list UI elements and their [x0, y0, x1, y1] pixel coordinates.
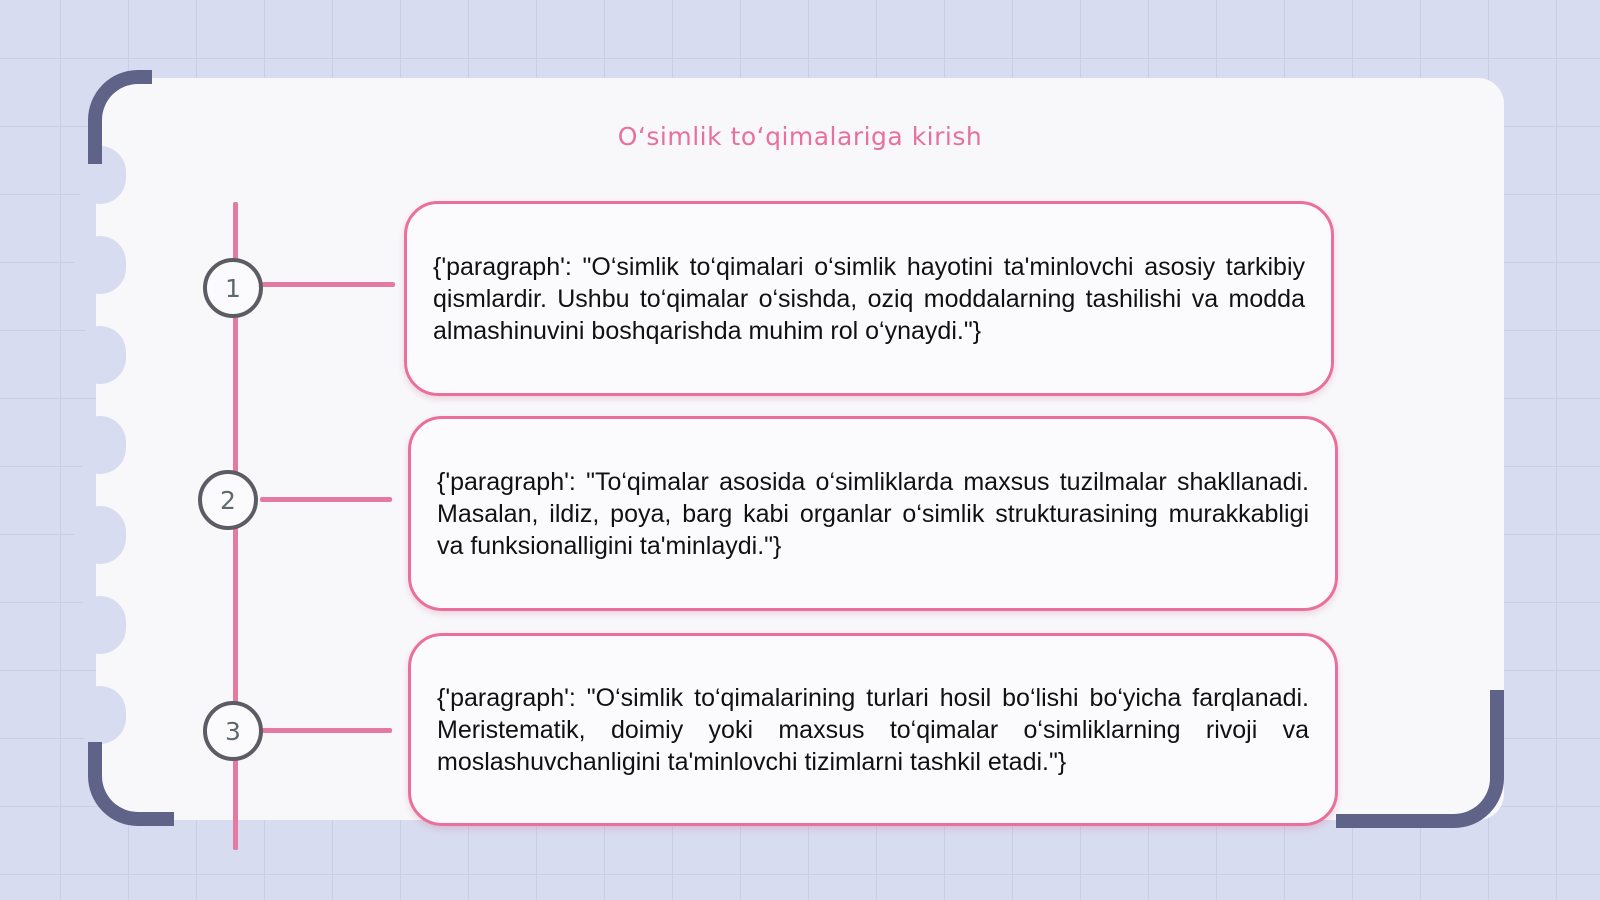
step-number-badge: 1: [203, 258, 263, 318]
timeline-connector: [262, 282, 395, 287]
notebook-hole: [74, 686, 126, 744]
notebook-hole: [74, 596, 126, 654]
paragraph-text: {'paragraph': "O‘simlik to‘qimalari o‘simlik hayotini ta'minlovchi asosiy tarkibiy qismlardir. Ushbu to‘qimalar o‘sishda, oziq moddalarning tashilishi va modda almashinuvini boshqarishda muhim rol o‘ynaydi."}: [433, 252, 1305, 345]
content-box-3: [408, 633, 1338, 826]
paragraph-text: {'paragraph': "O‘simlik to‘qimalarining turlari hosil bo‘lishi bo‘yicha farqlanadi. Meristematik, doimiy yoki maxsus to‘qimalar o‘simliklarning rivoji va moslashuvchanligini ta'minlovchi tizimlarni tashkil etadi."}: [437, 683, 1309, 776]
corner-bracket-bottom-right: [1336, 690, 1504, 828]
page-title: Oʻsimlik toʻqimalariga kirish: [617, 122, 983, 151]
timeline-connector: [262, 728, 392, 733]
step-number-badge: 2: [198, 470, 258, 530]
notebook-hole: [74, 236, 126, 294]
paragraph-text: {'paragraph': "To‘qimalar asosida o‘simliklarda maxsus tuzilmalar shakllanadi. Masalan, ildiz, poya, barg kabi organlar o‘simlik strukturasining murakkabligi va funksionalligini ta'minlaydi."}: [437, 467, 1309, 560]
timeline-connector: [260, 497, 392, 502]
notebook-hole: [74, 416, 126, 474]
step-number-badge: 3: [203, 701, 263, 761]
notebook-hole: [74, 506, 126, 564]
corner-bracket-bottom-left: [88, 742, 174, 826]
notebook-hole: [74, 326, 126, 384]
content-box-2: [408, 416, 1338, 611]
content-box-1: [404, 201, 1334, 396]
